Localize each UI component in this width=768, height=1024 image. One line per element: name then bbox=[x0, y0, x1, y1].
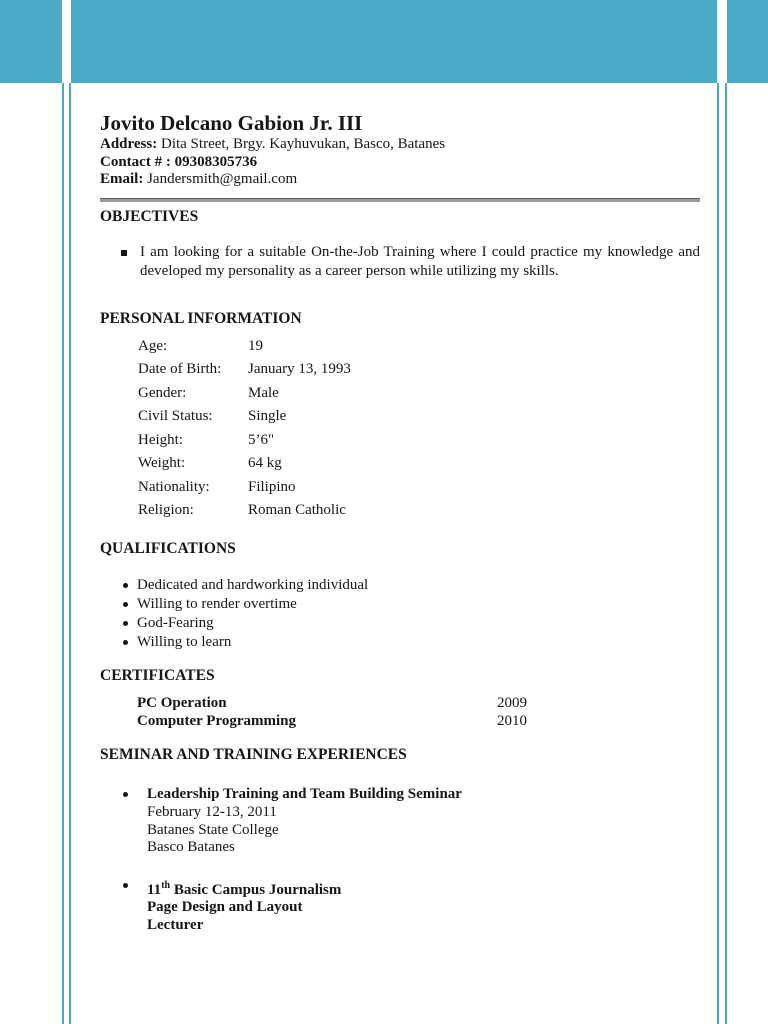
table-row bbox=[138, 335, 700, 359]
right-border-line-inner bbox=[717, 83, 719, 1024]
dot-bullet-marker bbox=[123, 602, 128, 607]
table-row bbox=[137, 713, 700, 731]
seminar-title-number: 11 bbox=[147, 881, 162, 898]
address-label: Address: bbox=[100, 136, 158, 152]
personal-information-table bbox=[138, 335, 700, 523]
seminar-title: Leadership Training and Team Building Seminar bbox=[147, 786, 462, 803]
row-label: Nationality: bbox=[138, 478, 210, 495]
right-border-line-outer bbox=[725, 83, 727, 1024]
list-item bbox=[137, 576, 700, 595]
email-line bbox=[100, 171, 700, 189]
left-border-line-outer bbox=[62, 83, 64, 1024]
list-item bbox=[137, 633, 700, 652]
table-row bbox=[138, 382, 700, 406]
band-gap-right bbox=[717, 0, 727, 83]
dot-bullet-marker bbox=[123, 583, 128, 588]
dot-bullet-marker bbox=[123, 640, 128, 645]
qualifications-heading: QUALIFICATIONS bbox=[100, 539, 236, 557]
list-item bbox=[137, 614, 700, 633]
qualification-text: Willing to learn bbox=[137, 634, 232, 651]
certificate-year: 2010 bbox=[497, 712, 527, 729]
row-label: Religion: bbox=[138, 502, 194, 518]
dot-bullet-marker bbox=[123, 621, 128, 626]
row-value: Roman Catholic bbox=[248, 502, 346, 518]
row-value: Filipino bbox=[248, 478, 296, 495]
row-value: 5’6" bbox=[248, 431, 275, 448]
seminar-detail: Page Design and Layout bbox=[147, 899, 303, 916]
row-label: Weight: bbox=[138, 455, 186, 471]
objectives-text: I am looking for a suitable On-the-Job Training where I could practice my knowledge and developed my personality as a career person while utilizing my skills. bbox=[140, 243, 700, 279]
objectives-item bbox=[140, 243, 700, 281]
qualification-text: Willing to render overtime bbox=[137, 595, 297, 612]
row-value: 64 kg bbox=[248, 455, 282, 471]
objectives-heading: OBJECTIVES bbox=[100, 207, 199, 225]
top-teal-band bbox=[0, 0, 768, 83]
dot-bullet-marker bbox=[123, 792, 128, 797]
qualifications-list bbox=[137, 576, 700, 653]
certificate-name: Computer Programming bbox=[137, 712, 297, 729]
dot-bullet-marker bbox=[123, 883, 128, 888]
seminar-item bbox=[147, 786, 700, 856]
qualification-text: Dedicated and hardworking individual bbox=[137, 576, 369, 593]
seminars-list bbox=[100, 786, 700, 934]
certificates-heading: CERTIFICATES bbox=[100, 667, 215, 685]
email-value: Jandersmith@gmail.com bbox=[143, 171, 298, 187]
contact-line bbox=[100, 154, 700, 172]
header-divider-rule bbox=[100, 198, 700, 202]
certificate-name: PC Operation bbox=[137, 695, 227, 712]
table-row bbox=[138, 429, 700, 453]
personal-information-heading: PERSONAL INFORMATION bbox=[100, 309, 302, 327]
list-item bbox=[137, 595, 700, 614]
row-label: Civil Status: bbox=[138, 408, 213, 424]
table-row bbox=[137, 695, 700, 713]
contact-value: Contact # : 09308305736 bbox=[100, 153, 258, 170]
seminar-title bbox=[147, 877, 700, 900]
row-label: Gender: bbox=[138, 384, 187, 401]
row-label: Height: bbox=[138, 431, 183, 448]
seminar-title-rest: Basic Campus Journalism bbox=[170, 881, 342, 898]
candidate-name: Jovito Delcano Gabion Jr. III bbox=[100, 111, 363, 135]
left-border-line-inner bbox=[69, 83, 71, 1024]
resume-content bbox=[100, 110, 700, 934]
table-row bbox=[138, 405, 700, 429]
email-label: Email: bbox=[100, 171, 144, 187]
address-value: Dita Street, Brgy. Kayhuvukan, Basco, Batanes bbox=[157, 136, 446, 152]
seminar-detail: Batanes State College bbox=[147, 821, 279, 838]
seminar-title-ordinal: th bbox=[161, 879, 171, 891]
row-value: Male bbox=[248, 384, 279, 401]
seminars-heading: SEMINAR AND TRAINING EXPERIENCES bbox=[100, 746, 407, 764]
row-label: Date of Birth: bbox=[138, 361, 222, 377]
row-value: Single bbox=[248, 408, 287, 424]
row-value: 19 bbox=[248, 337, 263, 354]
certificate-year: 2009 bbox=[497, 695, 527, 712]
seminar-detail: Basco Batanes bbox=[147, 839, 235, 856]
certificates-table bbox=[137, 695, 700, 730]
row-value: January 13, 1993 bbox=[248, 361, 351, 377]
row-label: Age: bbox=[138, 337, 168, 354]
table-row bbox=[138, 452, 700, 476]
table-row bbox=[138, 476, 700, 500]
address-line bbox=[100, 136, 700, 154]
seminar-detail: Lecturer bbox=[147, 916, 204, 933]
seminar-detail: February 12-13, 2011 bbox=[147, 803, 277, 820]
table-row bbox=[138, 358, 700, 382]
table-row bbox=[138, 499, 700, 523]
seminar-item bbox=[147, 877, 700, 935]
qualification-text: God-Fearing bbox=[137, 614, 214, 631]
square-bullet-marker bbox=[121, 250, 127, 256]
band-gap-left bbox=[62, 0, 71, 83]
